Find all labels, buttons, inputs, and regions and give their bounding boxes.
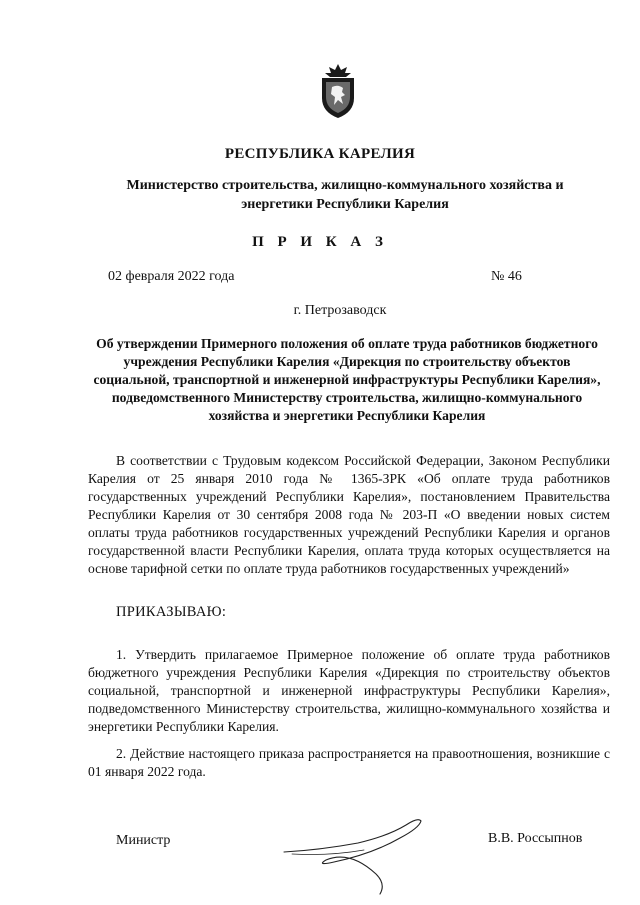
order-subject: Об утверждении Примерного положения об оплате труда работников бюджетного учреждения Республики Карелия «Дирекция по строительству объектов социальной, транспортной и инженерной инфраструктуры Республики Карелия», подведомственного Министерству строительства, жилищно-коммунального хозяйства и энергетики Республики Карелия (93, 336, 601, 423)
order-number: № 46 (491, 269, 522, 284)
signatory-name: В.В. Россыпнов (488, 831, 583, 846)
coat-of-arms-icon (318, 62, 358, 120)
preamble-paragraph: В соответствии с Трудовым кодексом Российской Федерации, Законом Республики Карелия от 25 января 2010 года № 1365-ЗРК «Об оплате труда работников государственных учреждений Республики Карелия», постановлением Правительства Республики Карелия от 30 сентября 2008 года № 203-П «О введении новых систем оплаты труда работников государственных учреждений Республики Карелия и органов государственной власти Республики Карелия, оплата труда которых осуществляется на основе тарифной сетки по оплате труда работников государственных учреждений» (88, 453, 610, 576)
republic-heading: РЕСПУБЛИКА КАРЕЛИЯ (224, 146, 416, 162)
order-item-2: 2. Действие настоящего приказа распространяется на правоотношения, возникшие с 01 января 2022 года. (88, 746, 610, 779)
handwritten-signature (280, 810, 430, 898)
order-date: 02 февраля 2022 года (108, 269, 235, 284)
ministry-name: Министерство строительства, жилищно-коммунального хозяйства и энергетики Республики Карелия (126, 178, 564, 212)
signatory-title: Министр (116, 833, 171, 848)
order-title: П Р И К А З (252, 234, 388, 250)
order-item-1: 1. Утвердить прилагаемое Примерное положение об оплате труда работников бюджетного учреждения Республики Карелия «Дирекция по строительству объектов социальной, транспортной и инженерной инфраструктуры Республики Карелия», подведомственного Министерству строительства, жилищно-коммунального хозяйства и энергетики Республики Карелия. (88, 647, 610, 734)
decree-word: ПРИКАЗЫВАЮ: (116, 604, 227, 620)
order-city: г. Петрозаводск (293, 303, 387, 318)
